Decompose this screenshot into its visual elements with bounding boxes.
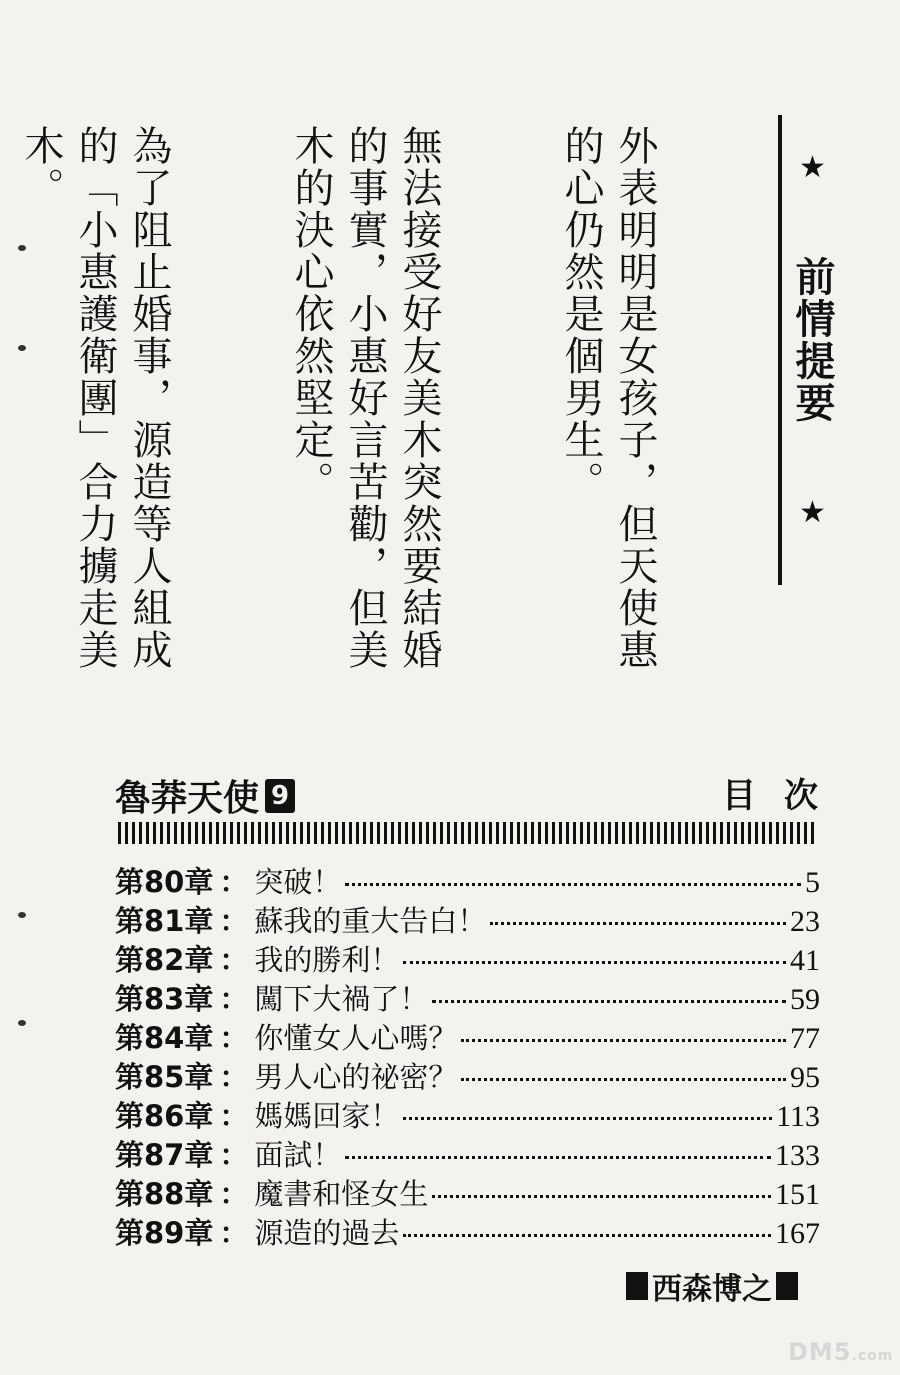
page-number: 5	[805, 866, 820, 899]
separator: ：	[219, 1138, 249, 1172]
page-number: 151	[775, 1178, 820, 1211]
separator: ：	[219, 1099, 249, 1133]
separator: ：	[219, 943, 249, 977]
chapter-number: 第84章	[115, 1021, 214, 1055]
chapter-title: 我的勝利！	[254, 943, 400, 977]
toc-entry[interactable]	[115, 977, 820, 1016]
chapter-number: 第87章	[115, 1138, 214, 1172]
page-number: 113	[776, 1100, 820, 1133]
scan-mark	[18, 1020, 26, 1026]
watermark-suffix: .com	[851, 1348, 894, 1364]
dot-leader	[403, 1234, 771, 1237]
page-number: 95	[790, 1061, 820, 1094]
chapter-number: 第89章	[115, 1216, 214, 1250]
star-icon: ★	[795, 495, 830, 530]
dot-leader	[345, 883, 801, 886]
toc-entry[interactable]	[115, 1133, 820, 1172]
site-watermark	[788, 1338, 893, 1366]
toc-entry[interactable]	[115, 938, 820, 977]
page-number: 59	[790, 983, 820, 1016]
toc-entry[interactable]	[115, 899, 820, 938]
chapter-title: 突破！	[254, 865, 342, 899]
book-title	[115, 770, 295, 821]
scan-mark	[18, 245, 26, 251]
separator: ：	[219, 904, 249, 938]
volume-badge: 9	[265, 779, 295, 813]
star-icon: ★	[795, 150, 830, 185]
dot-leader	[403, 1117, 772, 1120]
synopsis-body	[18, 125, 770, 671]
synopsis-heading	[786, 150, 838, 530]
dot-leader	[432, 1195, 771, 1198]
page-number: 77	[790, 1022, 820, 1055]
separator: ：	[219, 1021, 249, 1055]
chapter-title: 媽媽回家！	[254, 1099, 400, 1133]
separator: ：	[219, 1216, 249, 1250]
page-number: 167	[775, 1217, 820, 1250]
block-ornament	[626, 1272, 648, 1300]
toc-heading: 目次	[722, 776, 846, 816]
dot-leader	[345, 1156, 771, 1159]
chapter-title: 你懂女人心嗎？	[254, 1021, 458, 1055]
toc-list	[115, 860, 820, 1250]
separator: ：	[219, 865, 249, 899]
synopsis-divider	[778, 115, 782, 585]
book-title-text: 魯莽天使	[115, 778, 260, 819]
chapter-title: 源造的過去	[254, 1216, 400, 1250]
chapter-number: 第81章	[115, 904, 214, 938]
chapter-number: 第82章	[115, 943, 214, 977]
watermark-main: DM5	[788, 1338, 852, 1366]
chapter-number: 第85章	[115, 1060, 214, 1094]
chapter-number: 第83章	[115, 982, 214, 1016]
author-credit	[622, 1264, 802, 1308]
page-number: 133	[775, 1139, 820, 1172]
author-name: 西森博之	[652, 1272, 772, 1307]
chapter-number: 第86章	[115, 1099, 214, 1133]
synopsis-title: 前情提要	[789, 256, 835, 424]
toc-entry[interactable]	[115, 1016, 820, 1055]
synopsis-paragraph: 無法接受好友美木突然要結婚 的事實，小惠好言苦勸，但美 木的決心依然堅定。	[288, 125, 442, 671]
chapter-title: 蘇我的重大告白！	[254, 904, 487, 938]
block-ornament	[776, 1272, 798, 1300]
chapter-title: 男人心的祕密？	[254, 1060, 458, 1094]
toc-entry[interactable]	[115, 1055, 820, 1094]
chapter-number: 第88章	[115, 1177, 214, 1211]
toc-entry[interactable]	[115, 860, 820, 899]
toc-entry[interactable]	[115, 1211, 820, 1250]
chapter-title: 面試！	[254, 1138, 342, 1172]
scan-mark	[18, 912, 26, 918]
dot-leader	[432, 1000, 786, 1003]
toc-divider	[118, 822, 818, 844]
separator: ：	[219, 1177, 249, 1211]
toc-entry[interactable]	[115, 1172, 820, 1211]
separator: ：	[219, 982, 249, 1016]
dot-leader	[490, 922, 786, 925]
page-number: 23	[790, 905, 820, 938]
chapter-title: 闖下大禍了！	[254, 982, 429, 1016]
separator: ：	[219, 1060, 249, 1094]
toc-entry[interactable]	[115, 1094, 820, 1133]
dot-leader	[461, 1078, 786, 1081]
synopsis-paragraph: 外表明明是女孩子，但天使惠 的心仍然是個男生。	[558, 125, 658, 671]
chapter-number: 第80章	[115, 865, 214, 899]
synopsis-paragraph: 為了阻止婚事，源造等人組成 的「小惠護衛團」合力擄走美 木。	[18, 125, 172, 671]
scan-mark	[18, 345, 26, 351]
chapter-title: 魔書和怪女生	[254, 1177, 429, 1211]
page-number: 41	[790, 944, 820, 977]
dot-leader	[461, 1039, 786, 1042]
dot-leader	[403, 961, 786, 964]
